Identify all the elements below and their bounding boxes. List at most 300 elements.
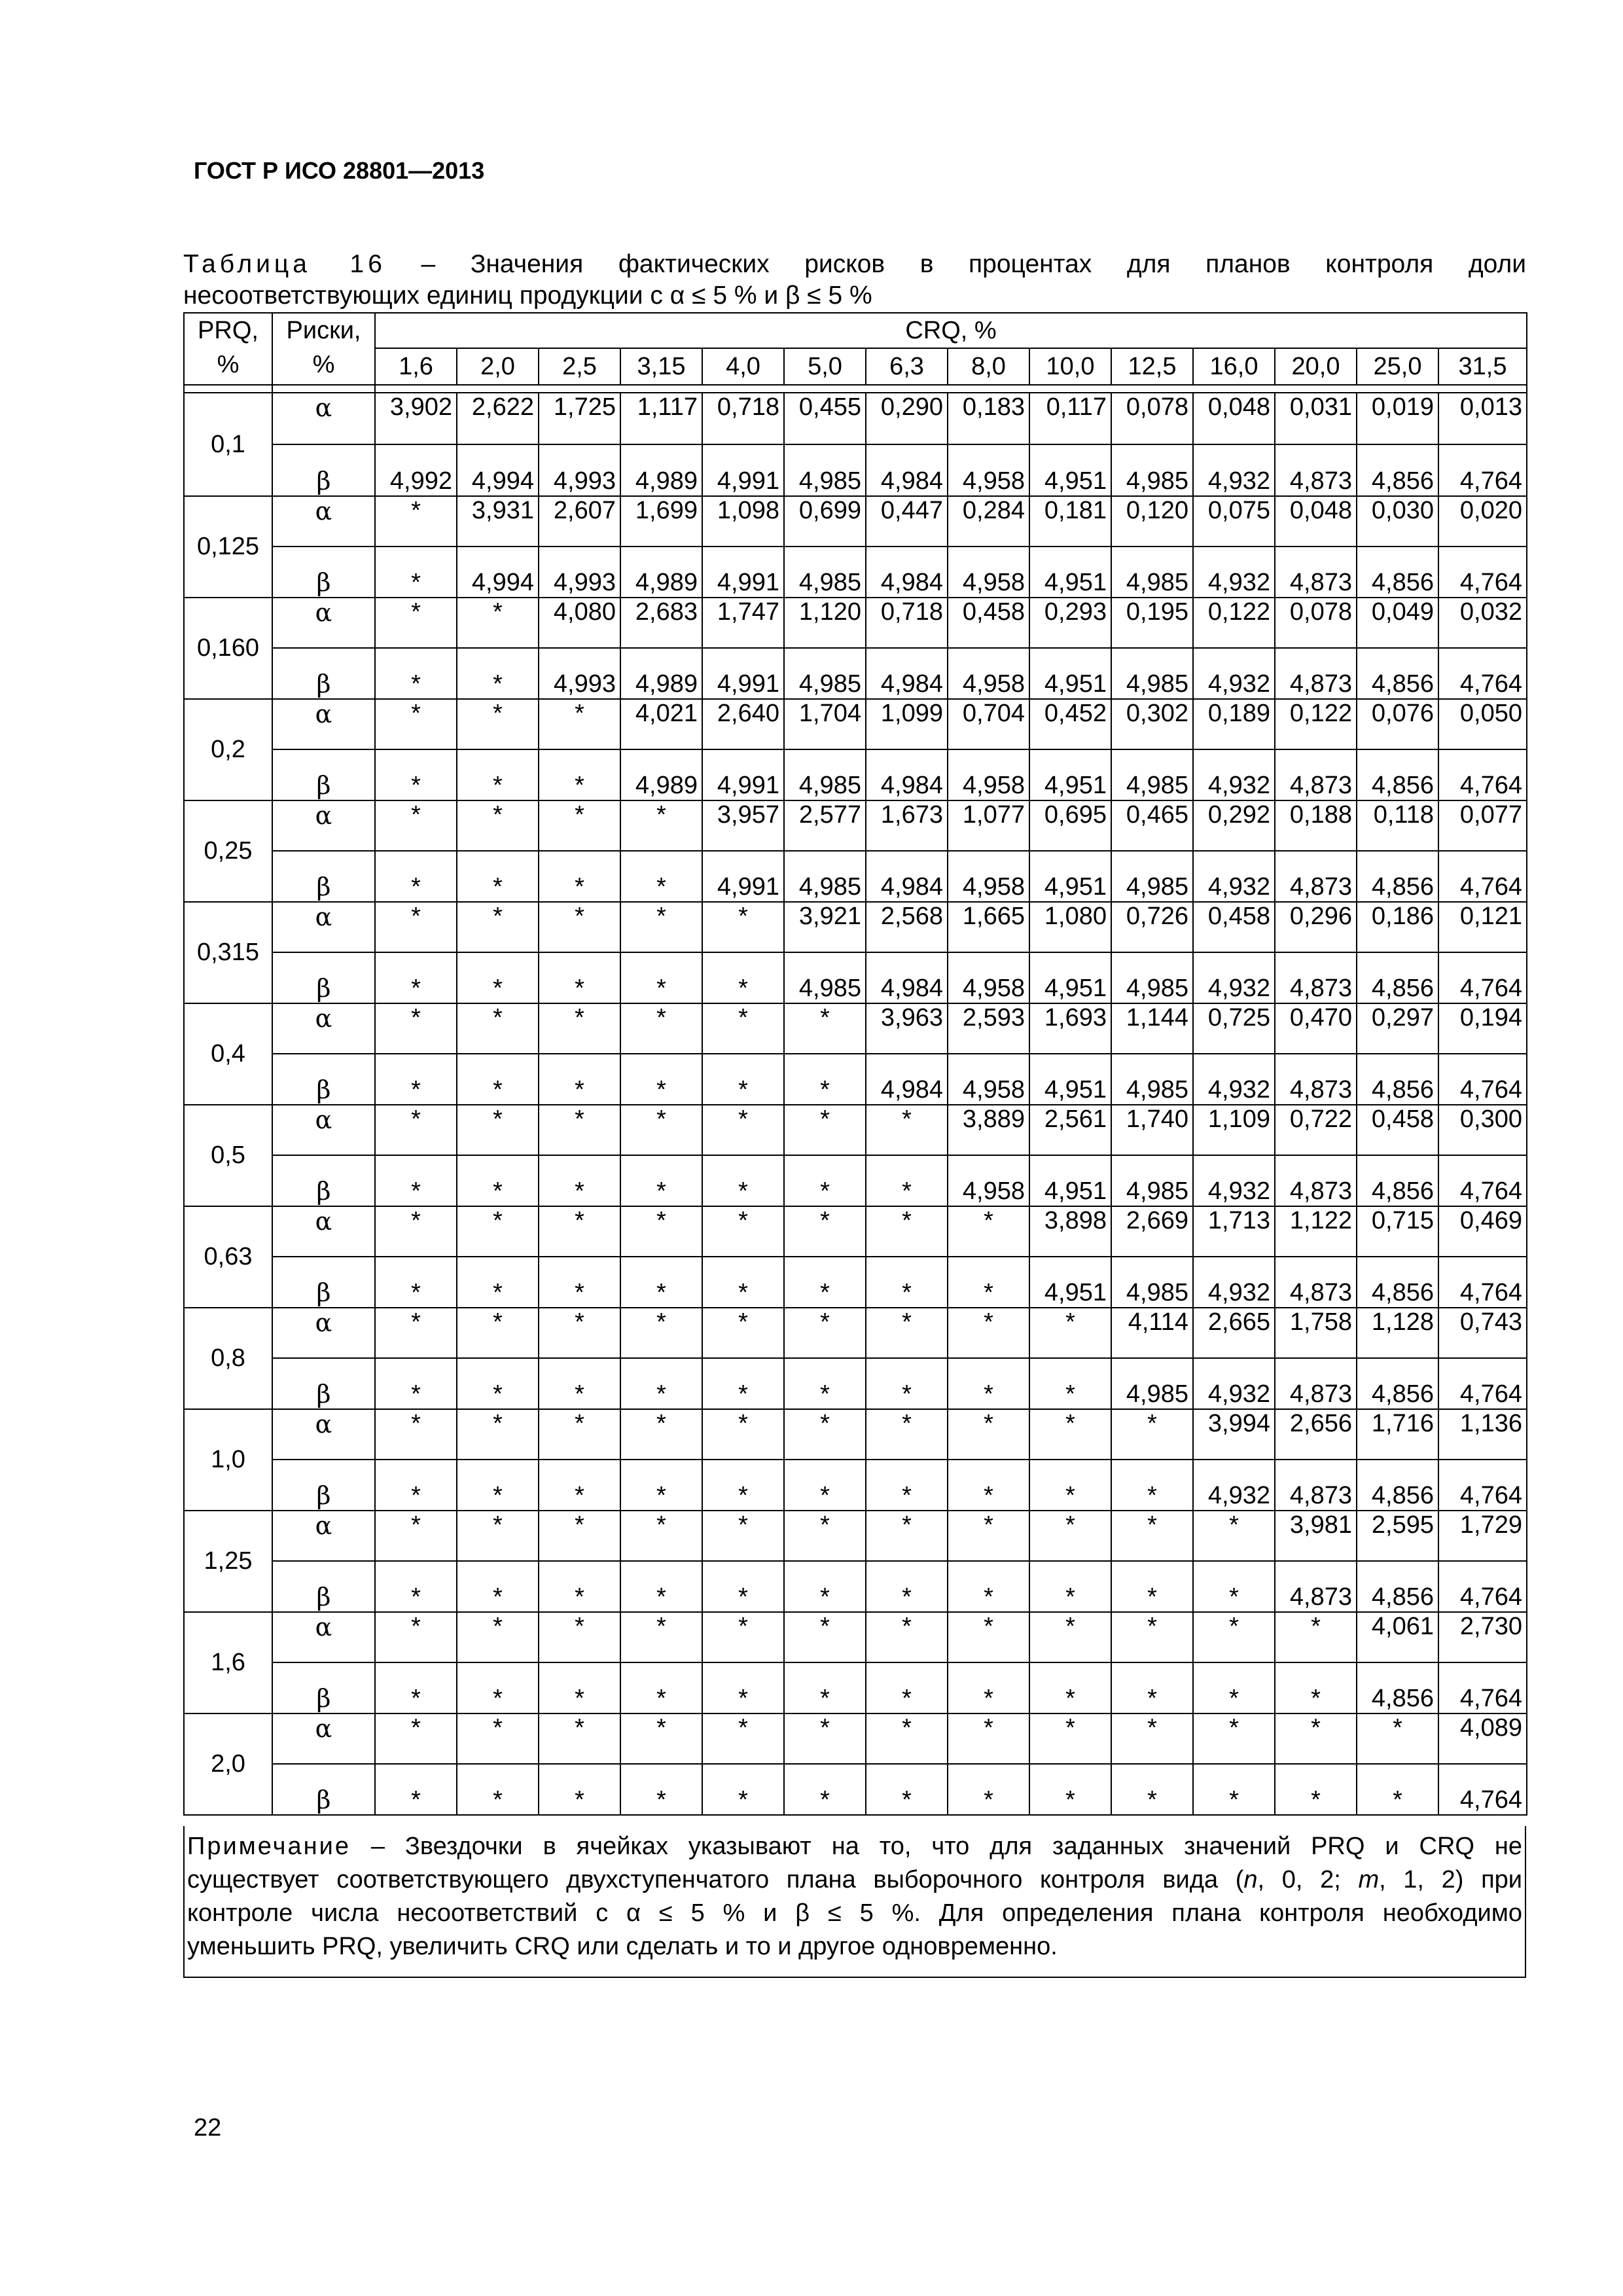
prq-value: 1,6 <box>184 1612 272 1713</box>
alpha-symbol: α <box>272 699 375 749</box>
beta-risk-cell: * <box>539 1561 620 1612</box>
alpha-risk-cell: * <box>1193 1612 1275 1662</box>
note-var-m: m <box>1358 1866 1380 1893</box>
beta-risk-cell: 4,985 <box>784 648 866 699</box>
beta-risk-cell: * <box>948 1764 1029 1815</box>
table-row-alpha <box>184 699 1527 749</box>
table-row-beta <box>184 648 1527 699</box>
alpha-risk-cell: * <box>457 1612 539 1662</box>
beta-risk-cell: * <box>620 1561 702 1612</box>
beta-risk-cell: 4,984 <box>866 851 948 902</box>
beta-risk-cell: * <box>539 1460 620 1511</box>
alpha-risk-cell: 0,049 <box>1357 598 1438 648</box>
crq-value: 20,0 <box>1275 348 1357 385</box>
alpha-risk-cell: 0,048 <box>1193 393 1275 444</box>
alpha-risk-cell: * <box>1029 1612 1111 1662</box>
beta-risk-cell: 4,958 <box>948 1155 1029 1206</box>
beta-risk-cell: * <box>1029 1662 1111 1713</box>
beta-risk-cell: * <box>457 1054 539 1105</box>
document-header: ГОСТ Р ИСО 28801—2013 <box>194 157 485 184</box>
beta-risk-cell: * <box>375 1561 457 1612</box>
alpha-risk-cell: * <box>457 1713 539 1764</box>
alpha-risk-cell: * <box>702 1105 784 1155</box>
prq-value: 0,8 <box>184 1308 272 1409</box>
alpha-risk-cell: * <box>1275 1713 1357 1764</box>
alpha-risk-cell: 1,704 <box>784 699 866 749</box>
beta-risk-cell: * <box>457 952 539 1003</box>
beta-risk-cell: * <box>1029 1561 1111 1612</box>
beta-risk-cell: 4,984 <box>866 648 948 699</box>
alpha-risk-cell: * <box>620 1409 702 1460</box>
alpha-risk-cell: * <box>375 1206 457 1257</box>
beta-risk-cell: 4,951 <box>1029 444 1111 496</box>
beta-risk-cell: 4,991 <box>702 444 784 496</box>
prq-value: 2,0 <box>184 1713 272 1815</box>
alpha-risk-cell: 2,568 <box>866 902 948 952</box>
beta-risk-cell: 4,985 <box>1111 851 1193 902</box>
alpha-risk-cell: 3,889 <box>948 1105 1029 1155</box>
beta-risk-cell: 4,989 <box>620 444 702 496</box>
prq-value: 0,25 <box>184 800 272 902</box>
alpha-risk-cell: 0,120 <box>1111 496 1193 547</box>
alpha-risk-cell: 0,447 <box>866 496 948 547</box>
alpha-risk-cell: 0,078 <box>1275 598 1357 648</box>
beta-risk-cell: 4,764 <box>1438 1764 1527 1815</box>
beta-risk-cell: 4,932 <box>1193 1155 1275 1206</box>
alpha-risk-cell: * <box>375 1308 457 1358</box>
beta-risk-cell: 4,856 <box>1357 952 1438 1003</box>
beta-risk-cell: * <box>457 749 539 800</box>
alpha-risk-cell: * <box>1029 1511 1111 1561</box>
beta-risk-cell: 4,856 <box>1357 648 1438 699</box>
alpha-risk-cell: 1,725 <box>539 393 620 444</box>
alpha-risk-cell: * <box>866 1409 948 1460</box>
alpha-risk-cell: 0,715 <box>1357 1206 1438 1257</box>
beta-risk-cell: * <box>457 1358 539 1409</box>
alpha-risk-cell: 1,673 <box>866 800 948 851</box>
beta-risk-cell: 4,951 <box>1029 1054 1111 1105</box>
beta-risk-cell: 4,873 <box>1275 1257 1357 1308</box>
alpha-risk-cell: * <box>1111 1713 1193 1764</box>
alpha-risk-cell: 0,718 <box>866 598 948 648</box>
alpha-risk-cell: 2,561 <box>1029 1105 1111 1155</box>
alpha-risk-cell: 2,730 <box>1438 1612 1527 1662</box>
beta-risk-cell: 4,932 <box>1193 952 1275 1003</box>
alpha-risk-cell: 0,302 <box>1111 699 1193 749</box>
alpha-risk-cell: * <box>784 1003 866 1054</box>
beta-risk-cell: 4,764 <box>1438 1054 1527 1105</box>
alpha-symbol: α <box>272 496 375 547</box>
table-row-alpha <box>184 800 1527 851</box>
alpha-risk-cell: * <box>620 1308 702 1358</box>
beta-risk-cell: * <box>948 1460 1029 1511</box>
alpha-risk-cell: 0,725 <box>1193 1003 1275 1054</box>
crq-value: 10,0 <box>1029 348 1111 385</box>
alpha-risk-cell: 0,032 <box>1438 598 1527 648</box>
note-line-4: уменьшить PRQ, увеличить CRQ или сделать и то и другое одновременно. <box>187 1933 1058 1960</box>
alpha-risk-cell: * <box>539 1409 620 1460</box>
alpha-risk-cell: * <box>784 1105 866 1155</box>
table-caption <box>183 249 1526 280</box>
beta-symbol: β <box>272 1257 375 1308</box>
beta-risk-cell: 4,856 <box>1357 1155 1438 1206</box>
alpha-risk-cell: 0,181 <box>1029 496 1111 547</box>
alpha-risk-cell: * <box>866 1105 948 1155</box>
alpha-risk-cell: * <box>866 1206 948 1257</box>
beta-risk-cell: 4,873 <box>1275 1460 1357 1511</box>
spacer-cell <box>375 385 1527 393</box>
alpha-symbol: α <box>272 1206 375 1257</box>
crq-value: 8,0 <box>948 348 1029 385</box>
header-prq: PRQ, % <box>184 313 272 385</box>
alpha-risk-cell: 4,061 <box>1357 1612 1438 1662</box>
alpha-risk-cell: 0,695 <box>1029 800 1111 851</box>
alpha-risk-cell: * <box>620 1206 702 1257</box>
alpha-risk-cell: * <box>375 1612 457 1662</box>
beta-risk-cell: 4,932 <box>1193 1054 1275 1105</box>
beta-risk-cell: 4,873 <box>1275 1561 1357 1612</box>
beta-risk-cell: * <box>539 1054 620 1105</box>
prq-value: 0,63 <box>184 1206 272 1308</box>
crq-value: 3,15 <box>620 348 702 385</box>
alpha-risk-cell: 0,699 <box>784 496 866 547</box>
alpha-risk-cell: 1,098 <box>702 496 784 547</box>
note-line-2a: существует соответствующего двухступенчатого плана выборочного контроля вида ( <box>187 1866 1244 1893</box>
beta-risk-cell: * <box>948 1561 1029 1612</box>
alpha-risk-cell: 2,607 <box>539 496 620 547</box>
table-row-beta <box>184 1561 1527 1612</box>
beta-risk-cell: 4,856 <box>1357 851 1438 902</box>
alpha-risk-cell: 0,189 <box>1193 699 1275 749</box>
beta-risk-cell: 4,985 <box>784 547 866 598</box>
beta-risk-cell: * <box>1111 1764 1193 1815</box>
alpha-risk-cell: 0,722 <box>1275 1105 1357 1155</box>
beta-risk-cell: 4,985 <box>784 952 866 1003</box>
beta-risk-cell: 4,951 <box>1029 749 1111 800</box>
beta-risk-cell: 4,985 <box>784 444 866 496</box>
beta-risk-cell: * <box>375 547 457 598</box>
alpha-risk-cell: 2,577 <box>784 800 866 851</box>
beta-risk-cell: 4,958 <box>948 749 1029 800</box>
note-line-1: – Звездочки в ячейках указывают на то, что для заданных значений PRQ и CRQ не <box>350 1833 1522 1860</box>
alpha-risk-cell: 0,469 <box>1438 1206 1527 1257</box>
prq-value: 0,315 <box>184 902 272 1003</box>
beta-risk-cell: * <box>539 1358 620 1409</box>
beta-risk-cell: * <box>457 1561 539 1612</box>
beta-risk-cell: * <box>457 1764 539 1815</box>
alpha-risk-cell: 0,048 <box>1275 496 1357 547</box>
table-caption-text: – Значения фактических рисков в процентах для планов контроля доли <box>385 250 1526 278</box>
table-row-beta <box>184 1460 1527 1511</box>
crq-values-row <box>184 348 1527 385</box>
table-row-alpha <box>184 1105 1527 1155</box>
alpha-risk-cell: 3,963 <box>866 1003 948 1054</box>
alpha-symbol: α <box>272 1612 375 1662</box>
beta-risk-cell: 4,951 <box>1029 1257 1111 1308</box>
alpha-risk-cell: 0,020 <box>1438 496 1527 547</box>
alpha-risk-cell: * <box>1111 1511 1193 1561</box>
alpha-risk-cell: 0,195 <box>1111 598 1193 648</box>
alpha-risk-cell: * <box>620 902 702 952</box>
header-spacer <box>184 385 1527 393</box>
beta-risk-cell: 4,764 <box>1438 648 1527 699</box>
alpha-risk-cell: 0,465 <box>1111 800 1193 851</box>
prq-value: 1,0 <box>184 1409 272 1511</box>
crq-value: 6,3 <box>866 348 948 385</box>
beta-risk-cell: * <box>375 1460 457 1511</box>
beta-risk-cell: 4,856 <box>1357 749 1438 800</box>
note-line-2b: , 0, 2; <box>1257 1866 1359 1893</box>
spacer-cell <box>184 385 272 393</box>
beta-risk-cell: 4,932 <box>1193 851 1275 902</box>
alpha-risk-cell: 2,595 <box>1357 1511 1438 1561</box>
beta-risk-cell: * <box>620 1257 702 1308</box>
alpha-risk-cell: * <box>702 902 784 952</box>
risk-table <box>183 312 1527 1816</box>
beta-risk-cell: 4,985 <box>1111 444 1193 496</box>
alpha-risk-cell: * <box>620 1511 702 1561</box>
alpha-risk-cell: * <box>539 1105 620 1155</box>
beta-risk-cell: 4,985 <box>1111 648 1193 699</box>
beta-risk-cell: 4,958 <box>948 1054 1029 1105</box>
beta-risk-cell: 4,993 <box>539 547 620 598</box>
beta-symbol: β <box>272 1155 375 1206</box>
beta-risk-cell: * <box>866 1764 948 1815</box>
alpha-risk-cell: * <box>1111 1409 1193 1460</box>
alpha-risk-cell: 0,743 <box>1438 1308 1527 1358</box>
beta-risk-cell: 4,991 <box>702 648 784 699</box>
beta-risk-cell: * <box>866 1155 948 1206</box>
beta-risk-cell: 4,985 <box>1111 952 1193 1003</box>
beta-risk-cell: 4,958 <box>948 648 1029 699</box>
alpha-risk-cell: * <box>457 1409 539 1460</box>
beta-risk-cell: * <box>784 1460 866 1511</box>
crq-value: 5,0 <box>784 348 866 385</box>
beta-risk-cell: * <box>620 1460 702 1511</box>
table-row-beta <box>184 1358 1527 1409</box>
alpha-risk-cell: * <box>948 1511 1029 1561</box>
beta-risk-cell: 4,985 <box>784 749 866 800</box>
beta-risk-cell: 4,764 <box>1438 1460 1527 1511</box>
alpha-risk-cell: 0,121 <box>1438 902 1527 952</box>
table-row-alpha <box>184 1511 1527 1561</box>
alpha-risk-cell: 1,729 <box>1438 1511 1527 1561</box>
note-label: Примечание <box>187 1833 351 1860</box>
alpha-risk-cell: * <box>539 800 620 851</box>
alpha-risk-cell: 0,118 <box>1357 800 1438 851</box>
beta-risk-cell: * <box>375 1764 457 1815</box>
crq-value: 1,6 <box>375 348 457 385</box>
beta-risk-cell: * <box>1193 1561 1275 1612</box>
beta-risk-cell: * <box>948 1257 1029 1308</box>
table-row-alpha <box>184 1003 1527 1054</box>
beta-risk-cell: * <box>375 1054 457 1105</box>
alpha-risk-cell: 0,293 <box>1029 598 1111 648</box>
alpha-risk-cell: * <box>375 1713 457 1764</box>
beta-risk-cell: 4,951 <box>1029 952 1111 1003</box>
beta-risk-cell: * <box>375 1662 457 1713</box>
alpha-risk-cell: 0,292 <box>1193 800 1275 851</box>
alpha-symbol: α <box>272 393 375 444</box>
crq-value: 2,0 <box>457 348 539 385</box>
beta-symbol: β <box>272 648 375 699</box>
beta-risk-cell: 4,856 <box>1357 1460 1438 1511</box>
crq-value: 4,0 <box>702 348 784 385</box>
alpha-risk-cell: 0,704 <box>948 699 1029 749</box>
beta-risk-cell: 4,985 <box>1111 749 1193 800</box>
beta-risk-cell: * <box>375 1257 457 1308</box>
beta-risk-cell: 4,984 <box>866 749 948 800</box>
alpha-risk-cell: 3,898 <box>1029 1206 1111 1257</box>
table-row-beta <box>184 547 1527 598</box>
alpha-risk-cell: 0,458 <box>1357 1105 1438 1155</box>
alpha-risk-cell: 0,296 <box>1275 902 1357 952</box>
beta-risk-cell: * <box>866 1257 948 1308</box>
alpha-risk-cell: 3,921 <box>784 902 866 952</box>
alpha-risk-cell: * <box>539 1206 620 1257</box>
beta-risk-cell: 4,764 <box>1438 1155 1527 1206</box>
alpha-risk-cell: * <box>457 1003 539 1054</box>
alpha-risk-cell: 2,622 <box>457 393 539 444</box>
beta-risk-cell: 4,856 <box>1357 1662 1438 1713</box>
beta-risk-cell: * <box>457 1257 539 1308</box>
alpha-risk-cell: * <box>784 1308 866 1358</box>
beta-risk-cell: 4,856 <box>1357 1561 1438 1612</box>
alpha-risk-cell: 1,747 <box>702 598 784 648</box>
beta-risk-cell: * <box>375 749 457 800</box>
table-row-beta <box>184 1155 1527 1206</box>
alpha-risk-cell: 0,452 <box>1029 699 1111 749</box>
beta-risk-cell: * <box>1111 1662 1193 1713</box>
beta-risk-cell: * <box>784 1155 866 1206</box>
note-line-2c: , 1, 2) при <box>1379 1866 1523 1893</box>
alpha-risk-cell: * <box>1275 1612 1357 1662</box>
alpha-risk-cell: * <box>866 1713 948 1764</box>
beta-risk-cell: * <box>866 1561 948 1612</box>
table-row-alpha <box>184 902 1527 952</box>
table-head <box>184 313 1527 393</box>
table-row-beta <box>184 1764 1527 1815</box>
beta-risk-cell: 4,951 <box>1029 851 1111 902</box>
beta-risk-cell: * <box>457 851 539 902</box>
alpha-risk-cell: 0,122 <box>1275 699 1357 749</box>
alpha-risk-cell: * <box>457 1308 539 1358</box>
alpha-risk-cell: * <box>702 1003 784 1054</box>
table-row-alpha <box>184 393 1527 444</box>
alpha-risk-cell: * <box>620 1713 702 1764</box>
beta-risk-cell: 4,932 <box>1193 547 1275 598</box>
table-row-alpha <box>184 1612 1527 1662</box>
beta-risk-cell: 4,984 <box>866 952 948 1003</box>
alpha-risk-cell: 4,021 <box>620 699 702 749</box>
beta-risk-cell: * <box>375 851 457 902</box>
beta-risk-cell: * <box>539 851 620 902</box>
alpha-symbol: α <box>272 1105 375 1155</box>
alpha-risk-cell: 2,656 <box>1275 1409 1357 1460</box>
alpha-risk-cell: 0,470 <box>1275 1003 1357 1054</box>
alpha-risk-cell: 3,902 <box>375 393 457 444</box>
alpha-risk-cell: 1,080 <box>1029 902 1111 952</box>
alpha-risk-cell: * <box>784 1612 866 1662</box>
alpha-risk-cell: 1,109 <box>1193 1105 1275 1155</box>
beta-symbol: β <box>272 851 375 902</box>
alpha-risk-cell: 0,297 <box>1357 1003 1438 1054</box>
alpha-risk-cell: * <box>539 1511 620 1561</box>
alpha-risk-cell: * <box>784 1511 866 1561</box>
alpha-risk-cell: 4,114 <box>1111 1308 1193 1358</box>
prq-value: 0,125 <box>184 496 272 598</box>
beta-risk-cell: * <box>866 1662 948 1713</box>
beta-risk-cell: 4,985 <box>1111 1358 1193 1409</box>
beta-risk-cell: * <box>702 1155 784 1206</box>
beta-risk-cell: * <box>702 1460 784 1511</box>
alpha-risk-cell: * <box>1193 1713 1275 1764</box>
beta-risk-cell: * <box>457 1662 539 1713</box>
table-row-alpha <box>184 1409 1527 1460</box>
alpha-risk-cell: * <box>457 800 539 851</box>
alpha-risk-cell: * <box>375 1003 457 1054</box>
beta-risk-cell: 4,951 <box>1029 1155 1111 1206</box>
beta-risk-cell: 4,985 <box>1111 1155 1193 1206</box>
alpha-risk-cell: 0,284 <box>948 496 1029 547</box>
beta-risk-cell: 4,856 <box>1357 1054 1438 1105</box>
beta-risk-cell: 4,991 <box>702 851 784 902</box>
beta-risk-cell: * <box>702 952 784 1003</box>
alpha-risk-cell: * <box>866 1511 948 1561</box>
alpha-risk-cell: * <box>375 902 457 952</box>
beta-risk-cell: * <box>375 1358 457 1409</box>
alpha-risk-cell: * <box>539 1612 620 1662</box>
alpha-risk-cell: * <box>457 699 539 749</box>
alpha-risk-cell: 2,665 <box>1193 1308 1275 1358</box>
beta-risk-cell: 4,764 <box>1438 1561 1527 1612</box>
alpha-risk-cell: 1,713 <box>1193 1206 1275 1257</box>
alpha-symbol: α <box>272 1308 375 1358</box>
alpha-symbol: α <box>272 800 375 851</box>
alpha-risk-cell: 0,726 <box>1111 902 1193 952</box>
beta-risk-cell: 4,764 <box>1438 444 1527 496</box>
alpha-risk-cell: * <box>539 1003 620 1054</box>
alpha-risk-cell: 1,699 <box>620 496 702 547</box>
beta-risk-cell: 4,985 <box>1111 547 1193 598</box>
alpha-risk-cell: 0,186 <box>1357 902 1438 952</box>
beta-risk-cell: 4,992 <box>375 444 457 496</box>
beta-risk-cell: 4,764 <box>1438 952 1527 1003</box>
alpha-risk-cell: * <box>948 1409 1029 1460</box>
alpha-risk-cell: 1,665 <box>948 902 1029 952</box>
alpha-risk-cell: * <box>539 1713 620 1764</box>
alpha-risk-cell: 0,194 <box>1438 1003 1527 1054</box>
alpha-risk-cell: 3,931 <box>457 496 539 547</box>
beta-risk-cell: * <box>784 1764 866 1815</box>
beta-risk-cell: * <box>948 1662 1029 1713</box>
table-row-alpha <box>184 1308 1527 1358</box>
beta-risk-cell: 4,873 <box>1275 1054 1357 1105</box>
beta-risk-cell: * <box>539 1155 620 1206</box>
table-caption-label: Таблица 16 <box>183 250 386 278</box>
alpha-risk-cell: * <box>1029 1409 1111 1460</box>
prq-value: 0,1 <box>184 393 272 496</box>
table-row-beta <box>184 1054 1527 1105</box>
alpha-risk-cell: * <box>702 1409 784 1460</box>
alpha-risk-cell: * <box>375 1511 457 1561</box>
table-row-beta <box>184 749 1527 800</box>
prq-value: 0,160 <box>184 598 272 699</box>
alpha-risk-cell: 1,716 <box>1357 1409 1438 1460</box>
header-crq: CRQ, % <box>375 313 1527 348</box>
beta-risk-cell: * <box>948 1358 1029 1409</box>
beta-risk-cell: 4,991 <box>702 749 784 800</box>
